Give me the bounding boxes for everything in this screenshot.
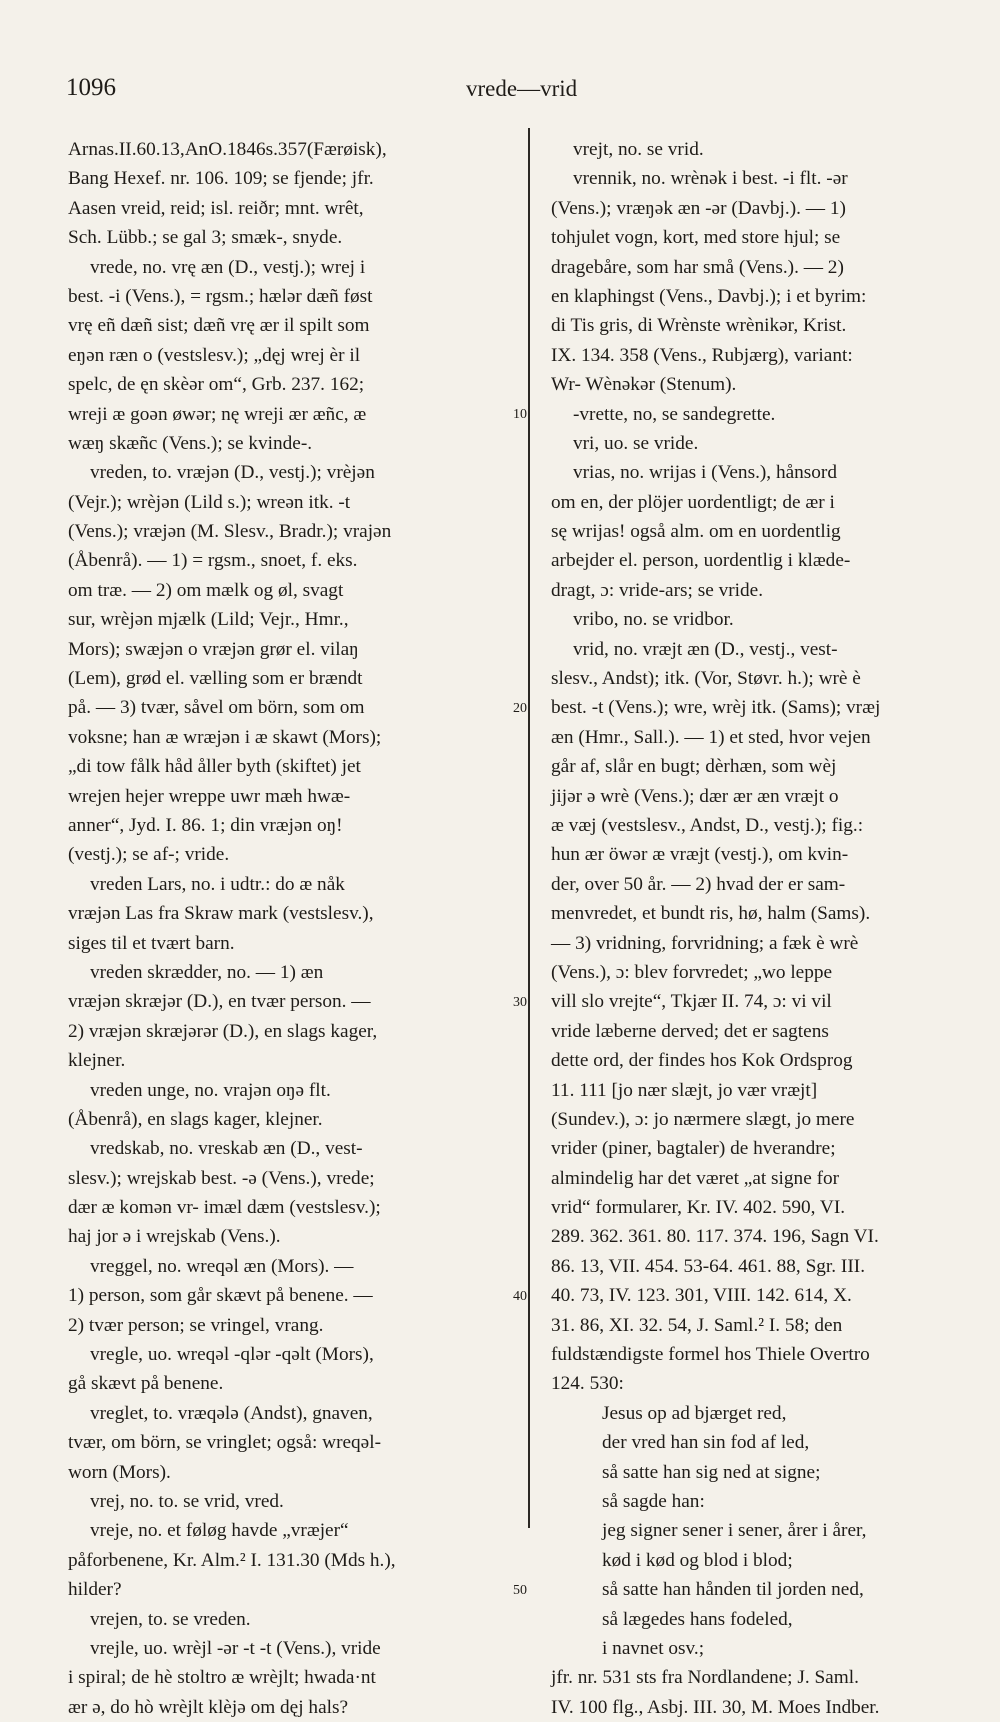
entry-headline: vrede, no. vrę æn (D., vestj.); wrej i: [90, 256, 366, 278]
text-line: æ væj (vestslesv., Andst, D., vestj.); fig.:: [551, 814, 864, 836]
text-line: IV. 100 flg., Asbj. III. 30, M. Moes Indber.: [551, 1696, 880, 1718]
entry-headline: vredskab, no. vreskab æn (D., vest-: [90, 1138, 363, 1160]
entry-headline: vregle, uo. wreqəl -qlər -qəlt (Mors),: [90, 1344, 374, 1366]
verse-line: så sagde han:: [602, 1490, 705, 1512]
text-line: der, over 50 år. — 2) hvad der er sam-: [551, 873, 846, 895]
margin-line-number: 30: [512, 988, 528, 1017]
text-line: på. — 3) tvær, såvel om börn, som om: [68, 697, 365, 719]
text-line: wreji æ goən øwər; nę wreji ær æñc, æ: [68, 403, 367, 425]
text-line: jijər ə wrè (Vens.); dær ær æn vræjt o: [551, 785, 839, 807]
entry-headline: vreden unge, no. vrajən oŋə flt.: [90, 1079, 331, 1101]
text-line: wæŋ skæñc (Vens.); se kvinde-.: [68, 432, 313, 454]
column-divider: [528, 128, 530, 1528]
text-line: 86. 13, VII. 454. 53-64. 461. 88, Sgr. III.: [551, 1255, 866, 1277]
verse-line: så satte han hånden til jorden ned,: [602, 1579, 864, 1601]
text-line: i spiral; de hè stoltro æ wrèjlt; hwada·nt: [68, 1667, 376, 1689]
text-line: 124. 530:: [551, 1373, 624, 1395]
entry-headline: vrej, no. to. se vrid, vred.: [90, 1490, 284, 1512]
verse-line: i navnet osv.;: [602, 1637, 705, 1659]
verse-line: kød i kød og blod i blod;: [602, 1549, 793, 1571]
text-line: siges til et tvært barn.: [68, 932, 235, 954]
text-line: vrid“ formularer, Kr. IV. 402. 590, VI.: [551, 1197, 846, 1219]
text-line: 11. 111 [jo nær slæjt, jo vær vræjt]: [551, 1079, 818, 1101]
page-number: 1096: [66, 74, 116, 101]
entry-headline: vreglet, to. vræqələ (Andst), gnaven,: [90, 1402, 373, 1424]
text-line: klejner.: [68, 1050, 126, 1072]
text-line: sur, wrèjən mjælk (Lild; Vejr., Hmr.,: [68, 609, 349, 631]
entry-headline: vri, uo. se vride.: [573, 432, 699, 454]
text-line: (Lem), grød el. vælling som er brændt: [68, 668, 363, 690]
verse-line: der vred han sin fod af led,: [602, 1432, 810, 1454]
entry-headline: vreden Lars, no. i udtr.: do æ nåk: [90, 873, 345, 895]
entry-headline: vribo, no. se vridbor.: [573, 609, 734, 631]
text-line: voksne; han æ wræjən i æ skawt (Mors);: [68, 726, 382, 748]
running-head: vrede—vrid: [466, 76, 578, 101]
text-line: 1) person, som går skævt på benene. —: [68, 1285, 373, 1307]
text-line: sę wrijas! også alm. om en uordentlig: [551, 521, 841, 543]
verse-line: jeg signer sener i sener, årer i årer,: [602, 1520, 867, 1542]
text-line: dragebåre, som har små (Vens.). — 2): [551, 256, 844, 278]
text-line: hun ær öwər æ vræjt (vestj.), om kvin-: [551, 844, 849, 866]
text-line: best. -t (Vens.); wre, wrèj itk. (Sams); vræj: [551, 697, 881, 719]
entry-headline: vrejen, to. se vreden.: [90, 1608, 251, 1630]
text-line: (Vens.); vræŋək æn -ər (Davbj.). — 1): [551, 197, 846, 219]
text-line: eŋən ræn o (vestslesv.); „dęj wrej èr il: [68, 344, 361, 366]
text-line: vræjən skræjər (D.), en tvær person. —: [68, 991, 371, 1013]
text-line: æn (Hmr., Sall.). — 1) et sted, hvor vejen: [551, 726, 871, 748]
margin-line-number: 50: [512, 1576, 528, 1605]
text-line: vrider (piner, bagtaler) de hverandre;: [551, 1138, 836, 1160]
entry-headline: vrias, no. wrijas i (Vens.), hånsord: [573, 462, 837, 484]
text-line: — 3) vridning, forvridning; a fæk è wrè: [551, 932, 859, 954]
text-line: tohjulet vogn, kort, med store hjul; se: [551, 227, 841, 249]
text-line: vride læberne derved; det er sagtens: [551, 1020, 829, 1042]
entry-headline: vrennik, no. wrènək i best. -i flt. -ər: [573, 168, 848, 190]
entry-headline: vrejt, no. se vrid.: [573, 139, 704, 160]
right-column: [551, 135, 971, 1722]
text-line: 2) tvær person; se vringel, vrang.: [68, 1314, 324, 1336]
page-header: [66, 74, 946, 114]
text-line: menvredet, et bundt ris, hø, halm (Sams).: [551, 903, 871, 925]
text-line: (Vens.), ɔ: blev forvredet; „wo leppe: [551, 961, 833, 983]
text-line: dette ord, der findes hos Kok Ordsprog: [551, 1050, 853, 1072]
left-column: [68, 135, 508, 1722]
text-line: worn (Mors).: [68, 1461, 171, 1483]
verse-line: Jesus op ad bjærget red,: [602, 1402, 787, 1424]
entry-headline: vreggel, no. wreqəl æn (Mors). —: [90, 1255, 354, 1277]
entry-headline: vreje, no. et føløg havde „vræjer“: [90, 1520, 349, 1542]
text-line: (Sundev.), ɔ: jo nærmere slægt, jo mere: [551, 1108, 855, 1130]
text-line: om træ. — 2) om mælk og øl, svagt: [68, 579, 344, 601]
text-line: IX. 134. 358 (Vens., Rubjærg), variant:: [551, 344, 853, 366]
text-line: Aasen vreid, reid; isl. reiðr; mnt. wrêt,: [68, 197, 364, 219]
text-line: vræjən Las fra Skraw mark (vestslesv.),: [68, 903, 374, 925]
text-line: jfr. nr. 531 sts fra Nordlandene; J. Saml.: [551, 1667, 859, 1689]
text-line: 289. 362. 361. 80. 117. 374. 196, Sagn VI.: [551, 1226, 879, 1248]
text-line: (vestj.); se af-; vride.: [68, 844, 230, 866]
text-line: gå skævt på benene.: [68, 1373, 224, 1395]
text-line: (Vejr.); wrèjən (Lild s.); wreən itk. -t: [68, 491, 351, 513]
text-line: slesv.); wrejskab best. -ə (Vens.), vrede;: [68, 1167, 375, 1189]
text-line: haj jor ə i wrejskab (Vens.).: [68, 1226, 281, 1248]
text-line: tvær, om börn, se vringlet; også: wreqəl-: [68, 1432, 382, 1454]
verse-line: så satte han sig ned at signe;: [602, 1461, 821, 1483]
text-line: (Åbenrå). — 1) = rgsm., snoet, f. eks.: [68, 550, 358, 572]
text-line: di Tis gris, di Wrènste wrènikər, Krist.: [551, 315, 847, 337]
text-line: 31. 86, XI. 32. 54, J. Saml.² I. 58; den: [551, 1314, 843, 1336]
text-line: en klaphingst (Vens., Davbj.); i et byrim:: [551, 285, 867, 307]
text-line: ær ə, do hò wrèjlt klèjə om dęj hals?: [68, 1696, 349, 1718]
margin-line-number: 10: [512, 400, 528, 429]
text-line: spelc, de ęn skèər om“, Grb. 237. 162;: [68, 374, 365, 396]
text-line: dær æ komən vr- imæl dæm (vestslesv.);: [68, 1197, 381, 1219]
entry-headline: -vrette, no, se sandegrette.: [573, 403, 776, 425]
text-line: Arnas.II.60.13,AnO.1846s.357(Færøisk),: [68, 139, 387, 160]
entry-headline: vreden, to. vræjən (D., vestj.); vrèjən: [90, 462, 375, 484]
text-line: fuldstændigste formel hos Thiele Overtro: [551, 1344, 870, 1366]
text-line: hilder?: [68, 1579, 122, 1601]
text-line: Bang Hexef. nr. 106. 109; se fjende; jfr.: [68, 168, 374, 190]
margin-line-number: 20: [512, 694, 528, 723]
entry-headline: vreden skrædder, no. — 1) æn: [90, 961, 324, 983]
text-line: anner“, Jyd. I. 86. 1; din vræjən oŋ!: [68, 814, 343, 836]
text-line: wrejen hejer wreppe uwr mæh hwæ-: [68, 785, 351, 807]
text-line: dragt, ɔ: vride-ars; se vride.: [551, 579, 764, 601]
verse-line: så lægedes hans fodeled,: [602, 1608, 793, 1630]
text-line: arbejder el. person, uordentlig i klæde-: [551, 550, 851, 572]
text-line: Wr- Wènəkər (Stenum).: [551, 374, 737, 396]
text-line: best. -i (Vens.), = rgsm.; hælər dæñ føst: [68, 285, 373, 307]
text-line: vrę eñ dæñ sist; dæñ vrę ær il spilt som: [68, 315, 370, 337]
text-line: „di tow fålk håd åller byth (skiftet) jet: [68, 756, 361, 778]
text-line: vill slo vrejte“, Tkjær II. 74, ɔ: vi vil: [551, 991, 832, 1013]
text-line: slesv., Andst); itk. (Vor, Støvr. h.); wrè è: [551, 668, 861, 690]
entry-headline: vrid, no. vræjt æn (D., vestj., vest-: [573, 638, 838, 660]
text-line: almindelig har det været „at signe for: [551, 1167, 840, 1189]
text-line: 40. 73, IV. 123. 301, VIII. 142. 614, X.: [551, 1285, 852, 1307]
entry-headline: vrejle, uo. wrèjl -ər -t -t (Vens.), vride: [90, 1637, 381, 1659]
text-line: (Åbenrå), en slags kager, klejner.: [68, 1108, 323, 1130]
text-line: (Vens.); vræjən (M. Slesv., Bradr.); vrajən: [68, 521, 392, 543]
text-line: Mors); swæjən o vræjən grør el. vilaŋ: [68, 638, 359, 660]
text-line: 2) vræjən skræjərər (D.), en slags kager,: [68, 1020, 378, 1042]
text-line: går af, slår en bugt; dèrhæn, som wèj: [551, 756, 837, 778]
text-line: påforbenene, Kr. Alm.² I. 131.30 (Mds h.),: [68, 1549, 396, 1571]
margin-line-number: 40: [512, 1282, 528, 1311]
text-line: om en, der plöjer uordentligt; de ær i: [551, 491, 835, 513]
text-line: Sch. Lübb.; se gal 3; smæk-, snyde.: [68, 227, 343, 249]
